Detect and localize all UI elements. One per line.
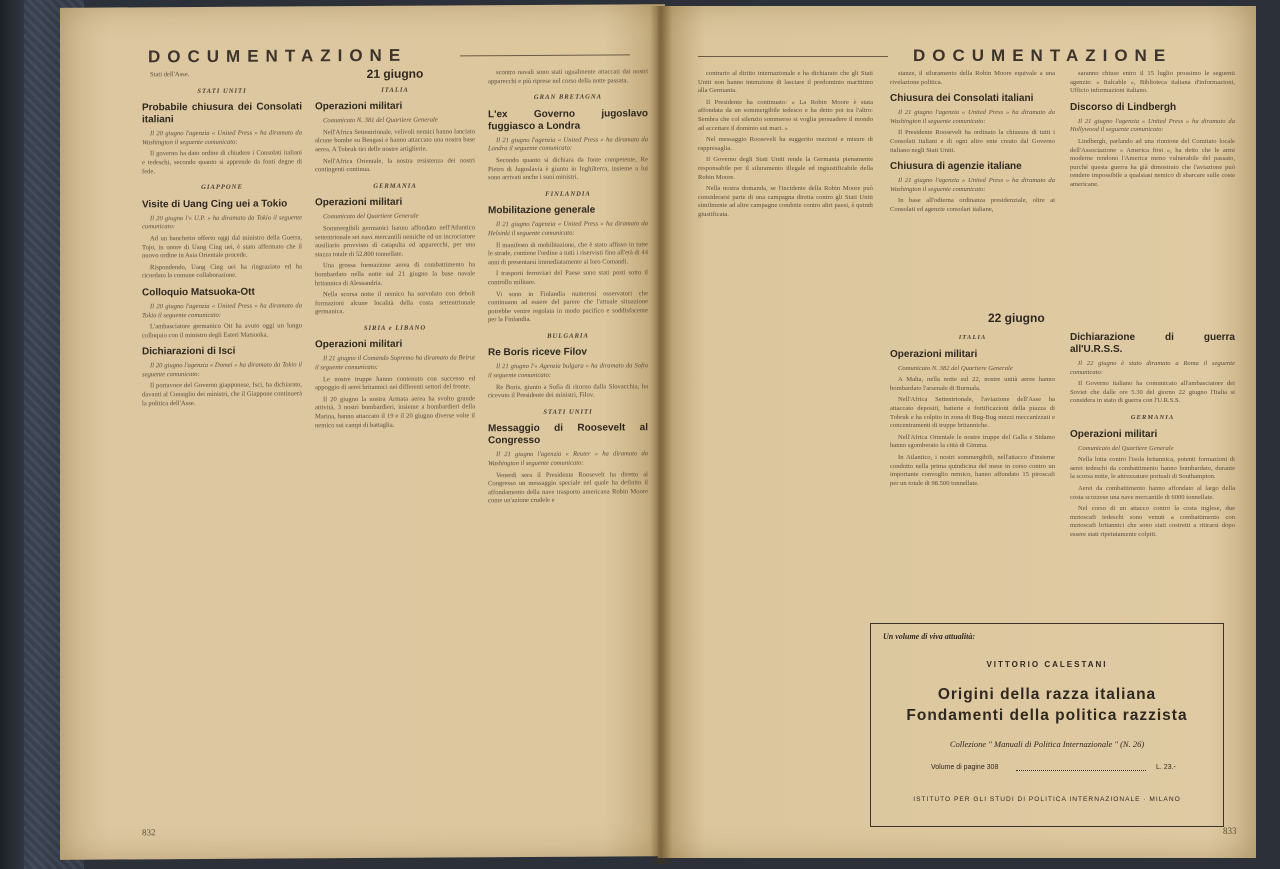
right-column-3b bbox=[1070, 326, 1235, 616]
article-heading: Chiusura dei Consolati italiani bbox=[890, 93, 1034, 105]
open-book bbox=[30, 6, 1260, 864]
article-heading: Dichiarazione di guerra all'U.R.S.S. bbox=[1070, 332, 1235, 355]
paragraph: Il governo ha dato ordine di chiudere i Consolati italiani e tedeschi, secondo quanto si apprende da fonti degne di fede. bbox=[142, 149, 302, 175]
paragraph: Stati dell'Asse. bbox=[150, 71, 190, 79]
paragraph: Lindbergh, parlando ad una riunione del Comitato locale dell'Associazione « America first », ha detto che le armi moderne rendono l'America meno vulnerabile del passato, purché questa guerra ha già dimostrato che l'aviazione può rendere impossibile a qualsiasi nemico di sbarcare sulle coste americane. bbox=[1070, 137, 1235, 188]
dateline: Il 21 giugno l'agenzia « United Press » ha diramato da Washington il seguente comunicato: bbox=[890, 109, 1055, 125]
paragraph: contrario al diritto internazionale e ha dichiarato che gli Stati Uniti non hanno intenzione di lasciare il predominio marittimo alla Germania. bbox=[698, 70, 873, 95]
section-label: SIRIA e LIBANO bbox=[363, 324, 427, 332]
paragraph: Nel messaggio Roosevelt ha suggerito reazioni e misure di rappresaglia. bbox=[698, 136, 873, 152]
section-label: BULGARIA bbox=[547, 332, 589, 340]
right-column-3 bbox=[1070, 70, 1235, 310]
dateline: Il 21 giugno l'« Agenzia bulgara » ha diramato da Sofia il seguente comunicato: bbox=[488, 362, 648, 380]
paragraph: Il manifesto di mobilitazione, che è stato affisso in tutte le strade, contiene l'ordine a tutti i riservisti fino all'età di 44 anni di presentarsi immediatamente ai loro Comandi. bbox=[488, 240, 648, 266]
date-heading: 21 giugno bbox=[366, 66, 424, 81]
article-heading: Operazioni militari bbox=[315, 197, 403, 209]
article-heading: Operazioni militari bbox=[890, 348, 978, 360]
section-label: STATI UNITI bbox=[543, 408, 593, 416]
ad-collection: Collezione " Manuali di Politica Internazionale " (N. 26) bbox=[949, 739, 1145, 749]
ad-dotted-leader bbox=[1016, 770, 1146, 771]
paragraph: Una grossa formazione aerea di combattimento ha bombardato nella notte sul 21 giugno la base navale britannica di Alessandria. bbox=[315, 261, 475, 287]
paragraph: Il Governo italiano ha comunicato all'ambasciatore dei Soviet che dalle ore 5.30 del giorno 22 giugno l'Italia si considera in stato di guerra con l'U.R.S.S. bbox=[1070, 380, 1235, 405]
paragraph: In base all'odierna ordinanza presidenziale, oltre ai Consolati ed agenzie consolari italiane, bbox=[890, 197, 1055, 213]
book-gutter bbox=[650, 6, 672, 864]
article-heading: Re Boris riceve Filov bbox=[488, 347, 587, 359]
article-heading: Dichiarazioni di Isci bbox=[142, 346, 236, 358]
paragraph: Il Governo degli Stati Uniti rende la Germania pienamente responsabile per il siluramento illegale ed ingiustificabile della Robin Moore. bbox=[698, 156, 873, 181]
dateline: Il 21 giugno l'agenzia « United Press » ha diramato da Londra il seguente comunicato: bbox=[488, 136, 648, 153]
paragraph: Il 20 giugno la nostra Armata aerea ha svolto grande attività, 3 nostri bombardieri, insieme a bombardieri della Marina, hanno attaccato il 19 e il 20 giugno diverse volte il nemico sui campi di battaglia. bbox=[315, 395, 475, 429]
ad-volume-pages: Volume di pagine 308 bbox=[931, 764, 999, 771]
paragraph: Nell'Africa Settentrionale, velivoli nemici hanno lanciato alcune bombe su Bengasi e hanno attaccato una nostra base aerea. A Tobruk tiri delle nostre artiglierie. bbox=[315, 128, 475, 154]
dateline: Il 21 giugno l'agenzia « United Press » ha diramato da Hollywood il seguente comunicato: bbox=[1070, 117, 1235, 134]
paragraph: In Atlantico, i nostri sommergibili, nell'attacco d'insieme condotto nella prima quindicina del mese in corso contro un importante convoglio nemico, hanno affondato 15 piroscafi per un totale di 98.500 tonnellate. bbox=[890, 453, 1055, 487]
dateline: Comunicato N. 382 del Quartiere Generale bbox=[898, 364, 1013, 372]
left-column-3 bbox=[488, 68, 648, 509]
left-page bbox=[60, 4, 665, 860]
paragraph: Nella nostra domanda, se l'incidente della Robin Moore può considerarsi parte di una campagna diretta contro gli Stati Uniti similmente ad altre campagne condotte contro altri paesi, è quindi giustificata. bbox=[698, 185, 873, 218]
paragraph: scontro navali sono stati ugualmente attaccati dai nostri apparecchi e più riprese nel corso della notte passata. bbox=[488, 68, 648, 85]
paragraph: Nell'Africa Settentrionale, l'aviazione dell'Asse ha attaccato depositi, batterie e fortificazioni della piazza di Tobruk e ha colpito in zona di Bug-Bug mezzi meccanizzati e concentramenti di truppe britanniche. bbox=[890, 396, 1055, 430]
paragraph: A Malta, nella notte sul 22, nostre unità aeree hanno bombardato l'arsenale di Burmala. bbox=[890, 376, 1055, 392]
ad-title-line-1: Origini della razza italiana bbox=[937, 686, 1157, 703]
dateline: Comunicato N. 381 del Quartiere Generale bbox=[323, 116, 438, 125]
paragraph: stanze, il siluramento della Robin Moore equivale a una rivelazione politica. bbox=[890, 70, 1055, 86]
ad-title-line-2: Fondamenti della politica razzista bbox=[906, 707, 1188, 724]
right-column-2b bbox=[890, 326, 1055, 616]
dateline: Il 22 giugno è stato diramato a Roma il seguente comunicato: bbox=[1070, 360, 1235, 376]
article-heading: Probabile chiusura dei Consolati italiani bbox=[142, 101, 302, 126]
ad-price: L. 23.- bbox=[1156, 764, 1176, 771]
paragraph: Nella lotta contro l'isola britannica, potenti formazioni di aerei tedeschi da combattimento hanno bombardato, durante la scorsa notte, le attrezzature portuali di Southampton. bbox=[1070, 456, 1235, 481]
paragraph: Ad un banchetto offerto oggi dal ministro della Guerra, Tojo, in onore di Uang Cing uei, è stato affermato che il nuovo ordine in Asia Orientale procede. bbox=[142, 234, 302, 260]
paragraph: L'ambasciatore germanico Ott ha avuto oggi un lungo colloquio con il ministro degli Esteri Matsuoka. bbox=[142, 322, 302, 340]
paragraph: Nell'Africa Orientale le nostre truppe del Galla e Sidamo hanno sgomberato la città di Gimma. bbox=[890, 433, 1055, 450]
paragraph: Secondo quanto si dichiara da fonte competente, Re Pietro di Jugoslavia è giunto in Inghilterra, insieme a lui sono arrivati anche i suoi ministri. bbox=[488, 156, 648, 182]
dateline: Il 21 giugno l'agenzia « Reuter » ha diramato da Washington il seguente comunicato: bbox=[488, 450, 648, 468]
paragraph: Rispondendo, Uang Cing uei ha ringraziato ed ha ricordato la comune collaborazione. bbox=[142, 263, 302, 280]
dateline: Il 20 giugno l'agenzia « Domei » ha diramato da Tokio il seguente comunicato: bbox=[142, 361, 302, 379]
article-heading: Colloquio Matsuoka-Ott bbox=[142, 286, 255, 299]
page-header: DOCUMENTAZIONE bbox=[148, 45, 408, 67]
ad-publisher: ISTITUTO PER GLI STUDI DI POLITICA INTERNAZIONALE · MILANO bbox=[913, 796, 1181, 803]
paragraph: saranno chiuse entro il 15 luglio prossimo le seguenti agenzie: « Italcable », Biblioteca italiana d'informazioni, Ufficio informazioni italiano. bbox=[1070, 70, 1235, 95]
dateline: Il 21 giugno l'agenzia « United Press » ha diramato da Washington il seguente comunicato: bbox=[890, 177, 1055, 193]
header-rule bbox=[698, 56, 888, 57]
section-label: GERMANIA bbox=[1130, 413, 1175, 421]
section-label: ITALIA bbox=[381, 86, 409, 94]
section-label: GRAN BRETAGNA bbox=[533, 93, 603, 102]
article-heading: Discorso di Lindbergh bbox=[1070, 101, 1177, 113]
article-heading: L'ex Governo jugoslavo fuggiasco a Londra bbox=[488, 108, 648, 133]
article-heading: Operazioni militari bbox=[315, 100, 403, 113]
dateline: Il 21 giugno l'agenzia « United Press » ha diramato da Helsinki il seguente comunicato: bbox=[488, 220, 648, 238]
paragraph: Nell'Africa Orientale, la nostra resistenza dei nostri contingenti continua. bbox=[315, 156, 475, 174]
date-heading: 22 giugno bbox=[988, 311, 1045, 325]
page-header: DOCUMENTAZIONE bbox=[913, 46, 1173, 65]
ad-intro: Un volume di viva attualità: bbox=[883, 632, 975, 641]
paragraph: Aerei da combattimento hanno affondato al largo della costa scozzese una nave mercantile di 6000 tonnellate. bbox=[1070, 484, 1235, 501]
paragraph: Venerdì sera il Presidente Roosevelt ha diretto al Congresso un messaggio speciale nel quale ha definito il affondamento della nave trasporto americana Robin Moore come un'azione crudele e bbox=[488, 470, 648, 505]
article-heading: Chiusura di agenzie italiane bbox=[890, 161, 1022, 173]
paragraph: Nella scorsa notte il nemico ha sorvolato con deboli formazioni alcune località della costa settentrionale germanica. bbox=[315, 290, 475, 316]
article-heading: Operazioni militari bbox=[1070, 428, 1158, 440]
ad-author: VITTORIO CALESTANI bbox=[986, 660, 1108, 669]
article-heading: Messaggio di Roosevelt al Congresso bbox=[488, 422, 648, 447]
header-rule bbox=[460, 54, 630, 56]
section-label: GERMANIA bbox=[373, 182, 417, 190]
right-column-1 bbox=[698, 70, 873, 630]
left-column-1 bbox=[142, 70, 302, 411]
paragraph: Il portavoce del Governo giapponese, Isci, ha dichiarato, davanti al Consiglio dei ministri, che il Giappone continuerà la politica dell'Asse. bbox=[142, 381, 302, 408]
page-number: 833 bbox=[1223, 826, 1237, 836]
article-heading: Visite di Uang Cing uei a Tokio bbox=[142, 198, 288, 211]
section-label: GIAPPONE bbox=[201, 183, 243, 192]
paragraph: Re Boris, giunto a Sofia di ritorno dalla Slovacchia, ha ricevuto il Presidente dei ministri, Filov. bbox=[488, 382, 648, 400]
dateline: Il 20 giugno l'agenzia « United Press » ha diramato da Tokio il seguente comunicato: bbox=[142, 302, 302, 319]
section-label: ITALIA bbox=[958, 334, 987, 341]
section-label: FINLANDIA bbox=[545, 190, 591, 198]
section-label: STATI UNITI bbox=[197, 87, 247, 95]
article-heading: Operazioni militari bbox=[315, 339, 403, 351]
page-number: 832 bbox=[142, 827, 156, 838]
paragraph: Il Presidente ha continuato: « La Robin Moore è stata affondata da un sommergibile tedesco e ha detto poi tra l'altro: Sembra che col silenzio sommerso si voglia persuadere il mondo ad accettare il dominio sui mari. » bbox=[698, 98, 873, 132]
book-advertisement bbox=[870, 623, 1224, 827]
dateline: Il 21 giugno il Comando Supremo ha diramato da Beirut il seguente comunicato: bbox=[315, 354, 475, 372]
dateline: Comunicato del Quartiere Generale bbox=[1078, 444, 1174, 452]
paragraph: Nel corso di un attacco contro la costa inglese, due motoscafi tedeschi sono venuti a combattimento con motoscafi britannici che sono stati costretti a ritirarsi dopo essere stati ripetutamente colpiti. bbox=[1070, 505, 1235, 538]
dateline: Comunicato del Quartiere Generale bbox=[323, 213, 419, 221]
paragraph: Le nostre truppe hanno contenuto con successo ed appoggio di aerei britannici nei differenti settori del fronte. bbox=[315, 374, 475, 392]
paragraph: Vi sono in Finlandia numerosi osservatori che continuano ad essere del parere che l'attuale situazione potrebbe venire regolata in modo pacifico e soddisfacente per la Finlandia. bbox=[488, 289, 648, 324]
dateline: Il 20 giugno l'« U.P. » ha diramato da Tokio il seguente comunicato: bbox=[142, 214, 302, 231]
paragraph: Il Presidente Roosevelt ha ordinato la chiusura di tutti i Consolati italiani e di ogni altro ente creato dal Governo italiano negli Stati Uniti. bbox=[890, 129, 1055, 154]
paragraph: I trasporti ferroviari del Paese sono stati posti sotto il controllo militare. bbox=[488, 269, 648, 287]
left-column-2 bbox=[315, 66, 475, 433]
right-column-2 bbox=[890, 70, 1055, 310]
paragraph: Sommergibili germanici hanno affondato nell'Atlantico settentrionale sei navi mercantili nemiche ed un incrociatore ausiliario provvisto di catapulta ed apparecchi, per una stazza totale di 52.800 tonnellate. bbox=[315, 224, 475, 259]
article-heading: Mobilitazione generale bbox=[488, 204, 596, 217]
dateline: Il 20 giugno l'agenzia « United Press » ha diramato da Washington il seguente comunicato: bbox=[142, 129, 302, 147]
right-page bbox=[658, 6, 1256, 858]
